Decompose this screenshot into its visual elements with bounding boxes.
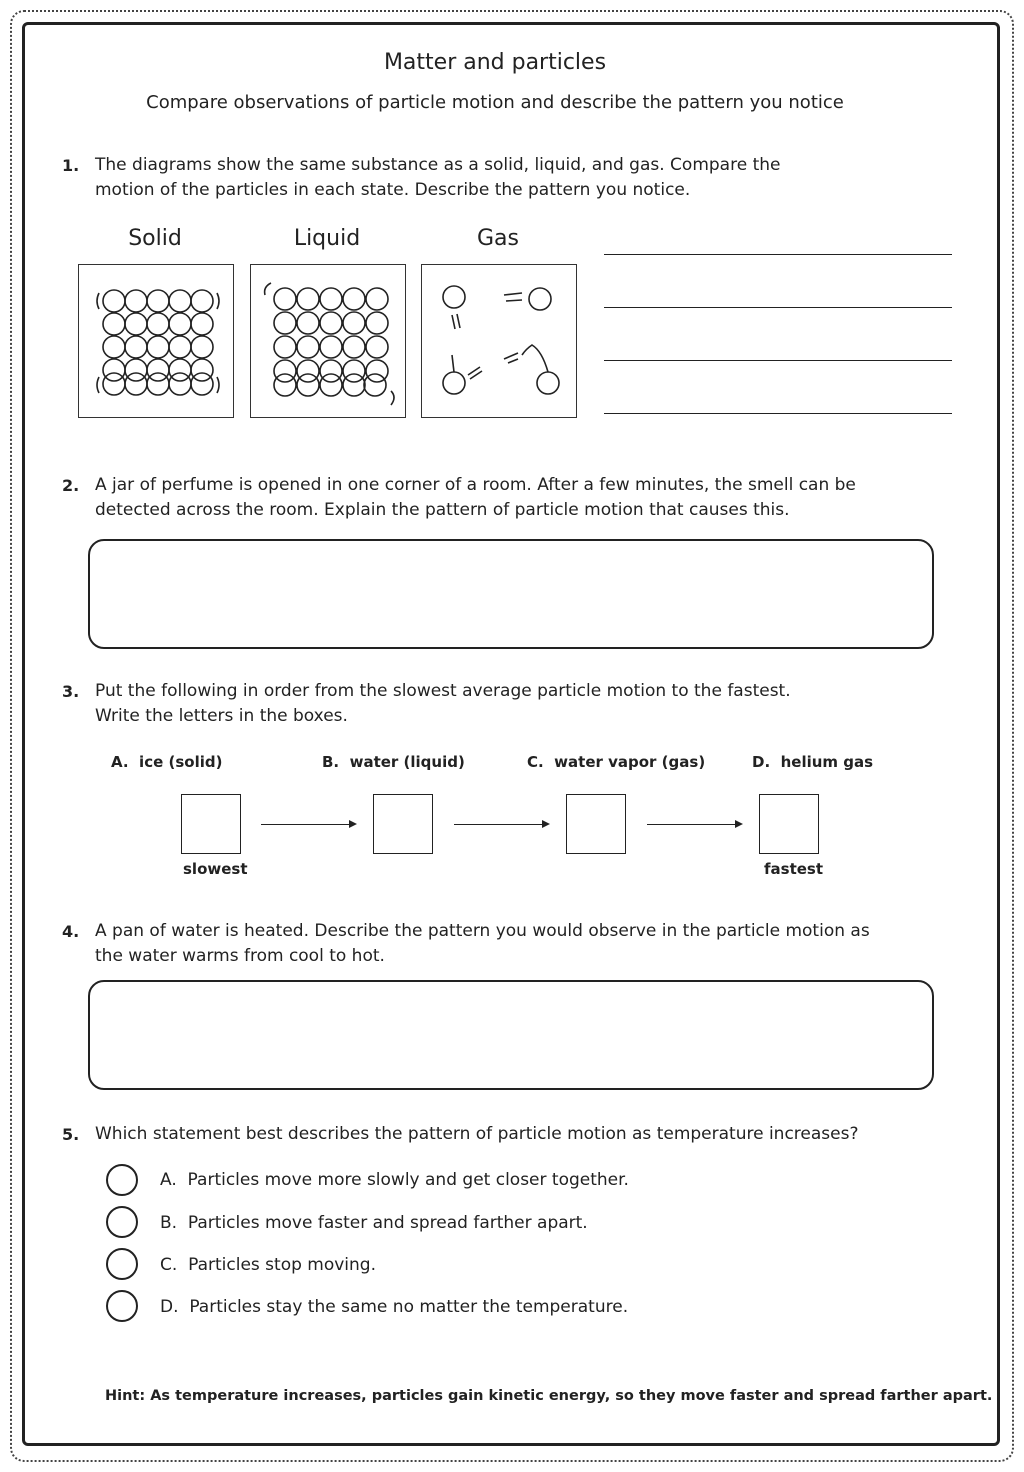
option-letter: B. — [322, 753, 340, 771]
q1-answer-line[interactable] — [604, 360, 952, 361]
order-box-2[interactable] — [373, 794, 433, 854]
q1-line2: motion of the particles in each state. Describe the pattern you notice. — [95, 180, 691, 200]
option-text: water vapor (gas) — [554, 753, 706, 771]
option-letter: C. — [527, 753, 544, 771]
arrow-right-icon — [261, 824, 355, 825]
hint-text: Hint: As temperature increases, particles gain kinetic energy, so they move faster and spread farther apart. — [105, 1388, 993, 1404]
q3-line2: Write the letters in the boxes. — [95, 706, 348, 726]
liquid-label: Liquid — [293, 226, 361, 251]
q3-line1: Put the following in order from the slowest average particle motion to the fastest. — [95, 681, 791, 701]
q2-answer-box[interactable] — [88, 539, 934, 649]
q4-answer-box[interactable] — [88, 980, 934, 1090]
q1-answer-line[interactable] — [604, 413, 952, 414]
solid-diagram — [78, 264, 234, 418]
slowest-label: slowest — [183, 860, 248, 878]
q4-number: 4. — [62, 922, 80, 941]
q3-text — [95, 679, 791, 729]
q1-answer-line[interactable] — [604, 307, 952, 308]
choice-letter: A. — [160, 1170, 177, 1190]
choice-letter: B. — [160, 1213, 178, 1233]
liquid-particles-icon — [251, 265, 405, 417]
q2-line1: A jar of perfume is opened in one corner of a room. After a few minutes, the smell can be — [95, 475, 856, 495]
page-title: Matter and particles — [383, 50, 607, 75]
choice-text: Particles stay the same no matter the temperature. — [189, 1297, 629, 1317]
option-text: helium gas — [780, 753, 874, 771]
choice-text: Particles stop moving. — [188, 1255, 376, 1275]
order-box-1[interactable] — [181, 794, 241, 854]
choice-a-radio[interactable] — [106, 1164, 138, 1196]
choice-d-radio[interactable] — [106, 1290, 138, 1322]
q1-number: 1. — [62, 156, 80, 175]
q2-line2: detected across the room. Explain the pattern of particle motion that causes this. — [95, 500, 790, 520]
q2-text — [95, 473, 856, 523]
choice-b — [160, 1213, 588, 1233]
option-text: ice (solid) — [139, 753, 223, 771]
solid-label: Solid — [128, 226, 182, 251]
gas-label: Gas — [477, 226, 519, 251]
q3-option-d — [752, 753, 873, 771]
q4-line2: the water warms from cool to hot. — [95, 946, 385, 966]
choice-b-radio[interactable] — [106, 1206, 138, 1238]
choice-c-radio[interactable] — [106, 1248, 138, 1280]
arrow-right-icon — [454, 824, 548, 825]
option-text: water (liquid) — [349, 753, 465, 771]
choice-letter: C. — [160, 1255, 178, 1275]
q1-answer-line[interactable] — [604, 254, 952, 255]
option-letter: D. — [752, 753, 771, 771]
gas-particles-icon — [422, 265, 576, 417]
q3-number: 3. — [62, 682, 80, 701]
q1-line1: The diagrams show the same substance as a solid, liquid, and gas. Compare the — [95, 155, 781, 175]
order-box-4[interactable] — [759, 794, 819, 854]
q3-option-a — [111, 753, 222, 771]
q4-text — [95, 919, 870, 969]
choice-letter: D. — [160, 1297, 179, 1317]
q5-number: 5. — [62, 1125, 80, 1144]
q2-number: 2. — [62, 476, 80, 495]
q3-option-b — [322, 753, 465, 771]
order-box-3[interactable] — [566, 794, 626, 854]
option-letter: A. — [111, 753, 129, 771]
fastest-label: fastest — [764, 860, 824, 878]
q3-option-c — [527, 753, 705, 771]
q4-line1: A pan of water is heated. Describe the pattern you would observe in the particle motion as — [95, 921, 870, 941]
arrow-right-icon — [647, 824, 741, 825]
choice-c — [160, 1255, 376, 1275]
choice-d — [160, 1297, 628, 1317]
choice-a — [160, 1170, 629, 1190]
liquid-diagram — [250, 264, 406, 418]
q5-text: Which statement best describes the pattern of particle motion as temperature increases? — [95, 1124, 859, 1144]
choice-text: Particles move more slowly and get closer together. — [187, 1170, 629, 1190]
choice-text: Particles move faster and spread farther apart. — [187, 1213, 588, 1233]
gas-diagram — [421, 264, 577, 418]
q1-text — [95, 153, 780, 203]
solid-particles-icon — [79, 265, 233, 417]
page-subtitle: Compare observations of particle motion and describe the pattern you notice — [146, 92, 844, 113]
